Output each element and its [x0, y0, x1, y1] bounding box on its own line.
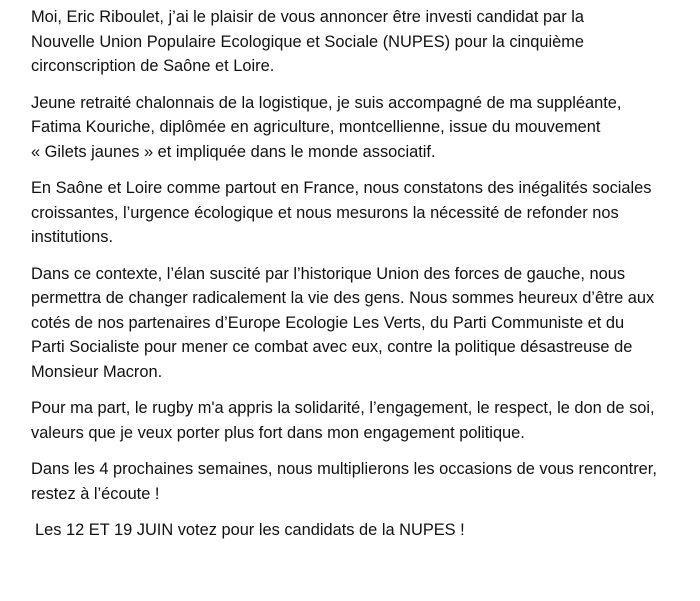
- paragraph-vote-call: Les 12 ET 19 JUIN votez pour les candidats de la NUPES !: [35, 521, 465, 539]
- paragraph-rugby-values: Pour ma part, le rugby m'a appris la solidarité, l’engagement, le respect, le don de soi, valeurs que je veux porter plus fort dans mon engagement politique.: [31, 399, 655, 442]
- paragraph-inequalities: En Saône et Loire comme partout en France, nous constatons des inégalités sociales croissantes, l’urgence écologique et nous mesurons la nécessité de refonder nos institutions.: [31, 179, 652, 246]
- document-body: [31, 5, 696, 555]
- paragraph-candidate-and-substitute: Jeune retraité chalonnais de la logistique, je suis accompagné de ma suppléante, Fatima Kouriche, diplômée en agriculture, montcellienne, issue du mouvement « Gilets jaunes » et impliquée dans le monde associatif.: [31, 93, 622, 161]
- paragraph-announcement: Moi, Eric Riboulet, j’ai le plaisir de vous annoncer être investi candidat par la Nouvelle Union Populaire Ecologique et Sociale (NUPES) pour la cinquième circonscription de Saône et Loire.: [31, 8, 585, 75]
- paragraph-upcoming-weeks: Dans les 4 prochaines semaines, nous multiplierons les occasions de vous rencontrer, restez à l’écoute !: [31, 460, 657, 503]
- paragraph-left-union: Dans ce contexte, l’élan suscité par l’historique Union des forces de gauche, nous permettra de changer radicalement la vie des gens. Nous sommes heureux d’être aux cotés de nos partenaires d’Europe Ecologie Les Verts, du Parti Communiste et du Parti Socialiste pour mener ce combat avec eux, contre la politique désastreuse de Monsieur Macron.: [31, 264, 655, 381]
